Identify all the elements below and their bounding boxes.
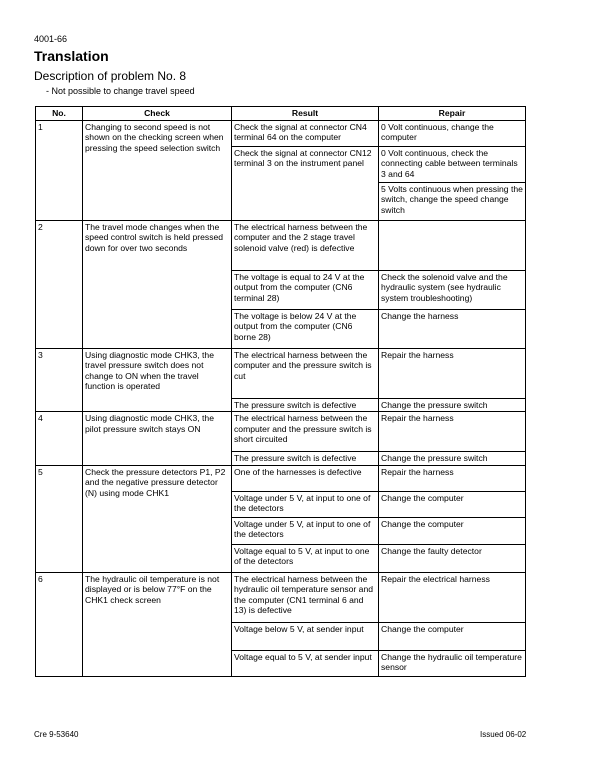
problem-number: 4 (36, 412, 83, 465)
repair-cell: 0 Volt continuous, check the connecting cable between terminals 3 and 64 (379, 147, 526, 183)
troubleshooting-table (35, 106, 526, 677)
check-cell: Using diagnostic mode CHK3, the travel pressure switch does not change to ON when the travel function is operated (83, 349, 232, 412)
column-header-check: Check (83, 107, 232, 121)
check-cell: Using diagnostic mode CHK3, the pilot pressure switch stays ON (83, 412, 232, 465)
result-cell: Voltage under 5 V, at input to one of the detectors (232, 517, 379, 544)
check-cell: The travel mode changes when the speed control switch is held pressed down for over two seconds (83, 221, 232, 349)
repair-cell: Change the pressure switch (379, 452, 526, 465)
document-reference: Cre 9-53640 (34, 730, 79, 739)
repair-cell: Change the pressure switch (379, 399, 526, 412)
repair-cell: Check the solenoid valve and the hydraulic system (see hydraulic system troubleshooting) (379, 271, 526, 310)
repair-cell: 5 Volts continuous when pressing the switch, change the speed change switch (379, 183, 526, 221)
problem-heading: Description of problem No. 8 (34, 69, 187, 83)
table-header-row (36, 107, 526, 121)
page-title: Translation (34, 48, 109, 64)
repair-cell: Change the faulty detector (379, 544, 526, 572)
problem-number: 6 (36, 572, 83, 676)
check-cell: Check the pressure detectors P1, P2 and the negative pressure detector (N) using mode CHK1 (83, 465, 232, 572)
repair-cell: Repair the harness (379, 465, 526, 491)
table-row (36, 349, 526, 399)
result-cell: Check the signal at connector CN4 terminal 64 on the computer (232, 121, 379, 147)
result-cell: Check the signal at connector CN12 terminal 3 on the instrument panel (232, 147, 379, 221)
problem-number: 2 (36, 221, 83, 349)
problem-number: 3 (36, 349, 83, 412)
table-row (36, 121, 526, 147)
repair-cell: Change the hydraulic oil temperature sensor (379, 650, 526, 676)
problem-number: 5 (36, 465, 83, 572)
result-cell: The voltage is below 24 V at the output from the computer (CN6 borne 28) (232, 310, 379, 349)
check-cell: Changing to second speed is not shown on the checking screen when pressing the speed selection switch (83, 121, 232, 221)
issue-date: Issued 06-02 (480, 730, 527, 739)
result-cell: The electrical harness between the computer and the pressure switch is cut (232, 349, 379, 399)
column-header-result: Result (232, 107, 379, 121)
result-cell: One of the harnesses is defective (232, 465, 379, 491)
problem-number: 1 (36, 121, 83, 221)
repair-cell: Repair the harness (379, 412, 526, 452)
repair-cell: Repair the harness (379, 349, 526, 399)
table-row (36, 572, 526, 622)
repair-cell: Change the computer (379, 517, 526, 544)
result-cell: Voltage equal to 5 V, at sender input (232, 650, 379, 676)
repair-cell: 0 Volt continuous, change the computer (379, 121, 526, 147)
result-cell: The voltage is equal to 24 V at the output from the computer (CN6 terminal 28) (232, 271, 379, 310)
check-cell: The hydraulic oil temperature is not displayed or is below 77°F on the CHK1 check screen (83, 572, 232, 676)
table-row (36, 465, 526, 491)
result-cell: Voltage under 5 V, at input to one of the detectors (232, 491, 379, 517)
problem-note: - Not possible to change travel speed (46, 86, 195, 96)
result-cell: The electrical harness between the computer and the pressure switch is short circuited (232, 412, 379, 452)
table-row (36, 221, 526, 271)
repair-cell: Change the harness (379, 310, 526, 349)
repair-cell (379, 221, 526, 271)
page-code: 4001-66 (34, 34, 68, 44)
repair-cell: Repair the electrical harness (379, 572, 526, 622)
result-cell: The pressure switch is defective (232, 399, 379, 412)
result-cell: Voltage equal to 5 V, at input to one of the detectors (232, 544, 379, 572)
result-cell: The electrical harness between the hydraulic oil temperature sensor and the computer (CN1 terminal 6 and 13) is defective (232, 572, 379, 622)
result-cell: The pressure switch is defective (232, 452, 379, 465)
table-row (36, 412, 526, 452)
repair-cell: Change the computer (379, 491, 526, 517)
result-cell: The electrical harness between the computer and the 2 stage travel solenoid valve (red) is defective (232, 221, 379, 271)
repair-cell: Change the computer (379, 622, 526, 650)
column-header-no: No. (36, 107, 83, 121)
result-cell: Voltage below 5 V, at sender input (232, 622, 379, 650)
column-header-repair: Repair (379, 107, 526, 121)
